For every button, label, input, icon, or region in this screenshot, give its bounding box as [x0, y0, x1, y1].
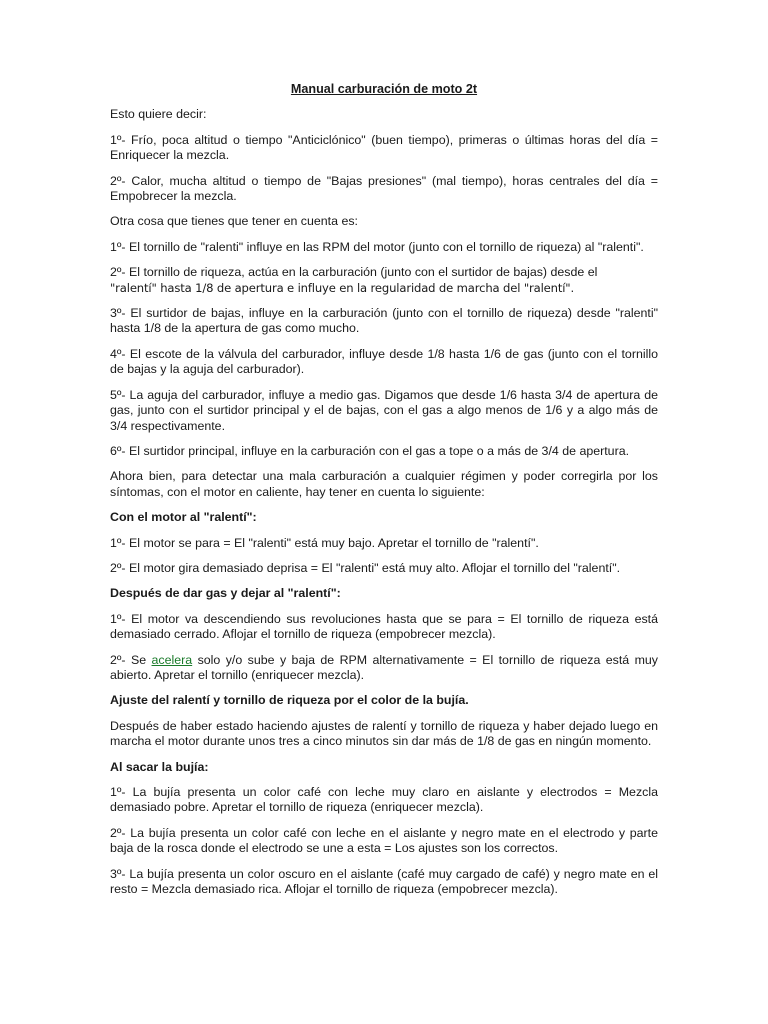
plug-condition-2: 2º- La bujía presenta un color café con leche en el aislante y negro mate en el electrodo y parte baja de la rosca donde el electrodo se une a esta = Los ajustes son los correctos.: [110, 825, 658, 856]
item-low-jet: 3º- El surtidor de bajas, influye en la carburación (junto con el tornillo de riqueza) desde "ralenti" hasta 1/8 de la apertura de gas como mucho.: [110, 306, 658, 336]
item-richness-screw-line2: "ralentí" hasta 1/8 de apertura e influye en la regularidad de marcha del "ralentí".: [110, 280, 575, 295]
heading-idle: Con el motor al "ralentí":: [110, 510, 257, 525]
after-gas-symptom-1: 1º- El motor va descendiendo sus revoluciones hasta que se para = El tornillo de riqueza está demasiado cerrado. Aflojar el tornillo de riqueza (empobrecer mezcla).: [110, 611, 658, 642]
after-gas-symptom-2-pre: 2º- Se: [110, 652, 152, 667]
plug-condition-1: 1º- La bujía presenta un color café con leche muy claro en aislante y electrodos = Mezcla demasiado pobre. Apretar el tornillo de riqueza (enriquecer mezcla).: [110, 785, 658, 815]
item-richness-screw-line1: 2º- El tornillo de riqueza, actúa en la carburación (junto con el surtidor de bajas) desde el: [110, 265, 598, 280]
document-title: Manual carburación de moto 2t: [290, 82, 478, 96]
paragraph-heat: 2º- Calor, mucha altitud o tiempo de "Bajas presiones" (mal tiempo), horas centrales del día = Empobrecer la mezcla.: [110, 173, 658, 204]
plug-condition-3: 3º- La bujía presenta un color oscuro en el aislante (café muy cargado de café) y negro mate en el resto = Mezcla demasiado rica. Aflojar el tornillo de riqueza (empobrecer mezcla).: [110, 866, 658, 897]
acelera-link[interactable]: acelera: [151, 652, 193, 667]
heading-after-gas: Después de dar gas y dejar al "ralentí":: [110, 586, 341, 601]
item-valve-cutaway: 4º- El escote de la válvula del carburador, influye desde 1/8 hasta 1/6 de gas (junto con el tornillo de bajas y la aguja del carburador).: [110, 346, 658, 377]
paragraph-consider: Otra cosa que tienes que tener en cuenta es:: [110, 214, 358, 229]
after-gas-symptom-2: [110, 653, 658, 684]
item-needle: 5º- La aguja del carburador, influye a medio gas. Digamos que desde 1/6 hasta 3/4 de apertura de gas, junto con el surtidor principal y el de bajas, con el gas a algo menos de 1/6 y a algo más de 3/4 respectivamente.: [110, 387, 658, 433]
idle-symptom-2: 2º- El motor gira demasiado deprisa = El "ralenti" está muy alto. Aflojar el tornillo del "ralentí".: [110, 560, 621, 575]
item-idle-screw: 1º- El tornillo de "ralenti" influye en las RPM del motor (junto con el tornillo de riqueza) al "ralenti".: [110, 239, 644, 254]
item-main-jet: 6º- El surtidor principal, influye en la carburación con el gas a tope o a más de 3/4 de apertura.: [110, 443, 630, 458]
after-gas-symptom-2-post: solo y/o sube y baja de RPM alternativamente = El tornillo de riqueza está muy abierto. Apretar el tornillo (enriquecer mezcla).: [110, 652, 658, 682]
paragraph-detect: Ahora bien, para detectar una mala carburación a cualquier régimen y poder corregirla por los síntomas, con el motor en caliente, hay tener en cuenta lo siguiente:: [110, 469, 658, 499]
intro-text: Esto quiere decir:: [110, 107, 207, 122]
heading-remove-plug: Al sacar la bujía:: [110, 759, 209, 774]
paragraph-cold: 1º- Frío, poca altitud o tiempo "Anticiclónico" (buen tiempo), primeras o últimas horas del día = Enriquecer la mezcla.: [110, 132, 658, 163]
idle-symptom-1: 1º- El motor se para = El "ralenti" está muy bajo. Apretar el tornillo de "ralentí".: [110, 535, 539, 550]
heading-spark-plug-adjust: Ajuste del ralentí y tornillo de riqueza por el color de la bujía.: [110, 693, 469, 708]
paragraph-after-adjust: Después de haber estado haciendo ajustes de ralentí y tornillo de riqueza y haber dejado luego en marcha el motor durante unos tres a cinco minutos sin dar más de 1/8 de gas en ningún momento.: [110, 718, 658, 749]
item-richness-screw: [110, 265, 658, 296]
